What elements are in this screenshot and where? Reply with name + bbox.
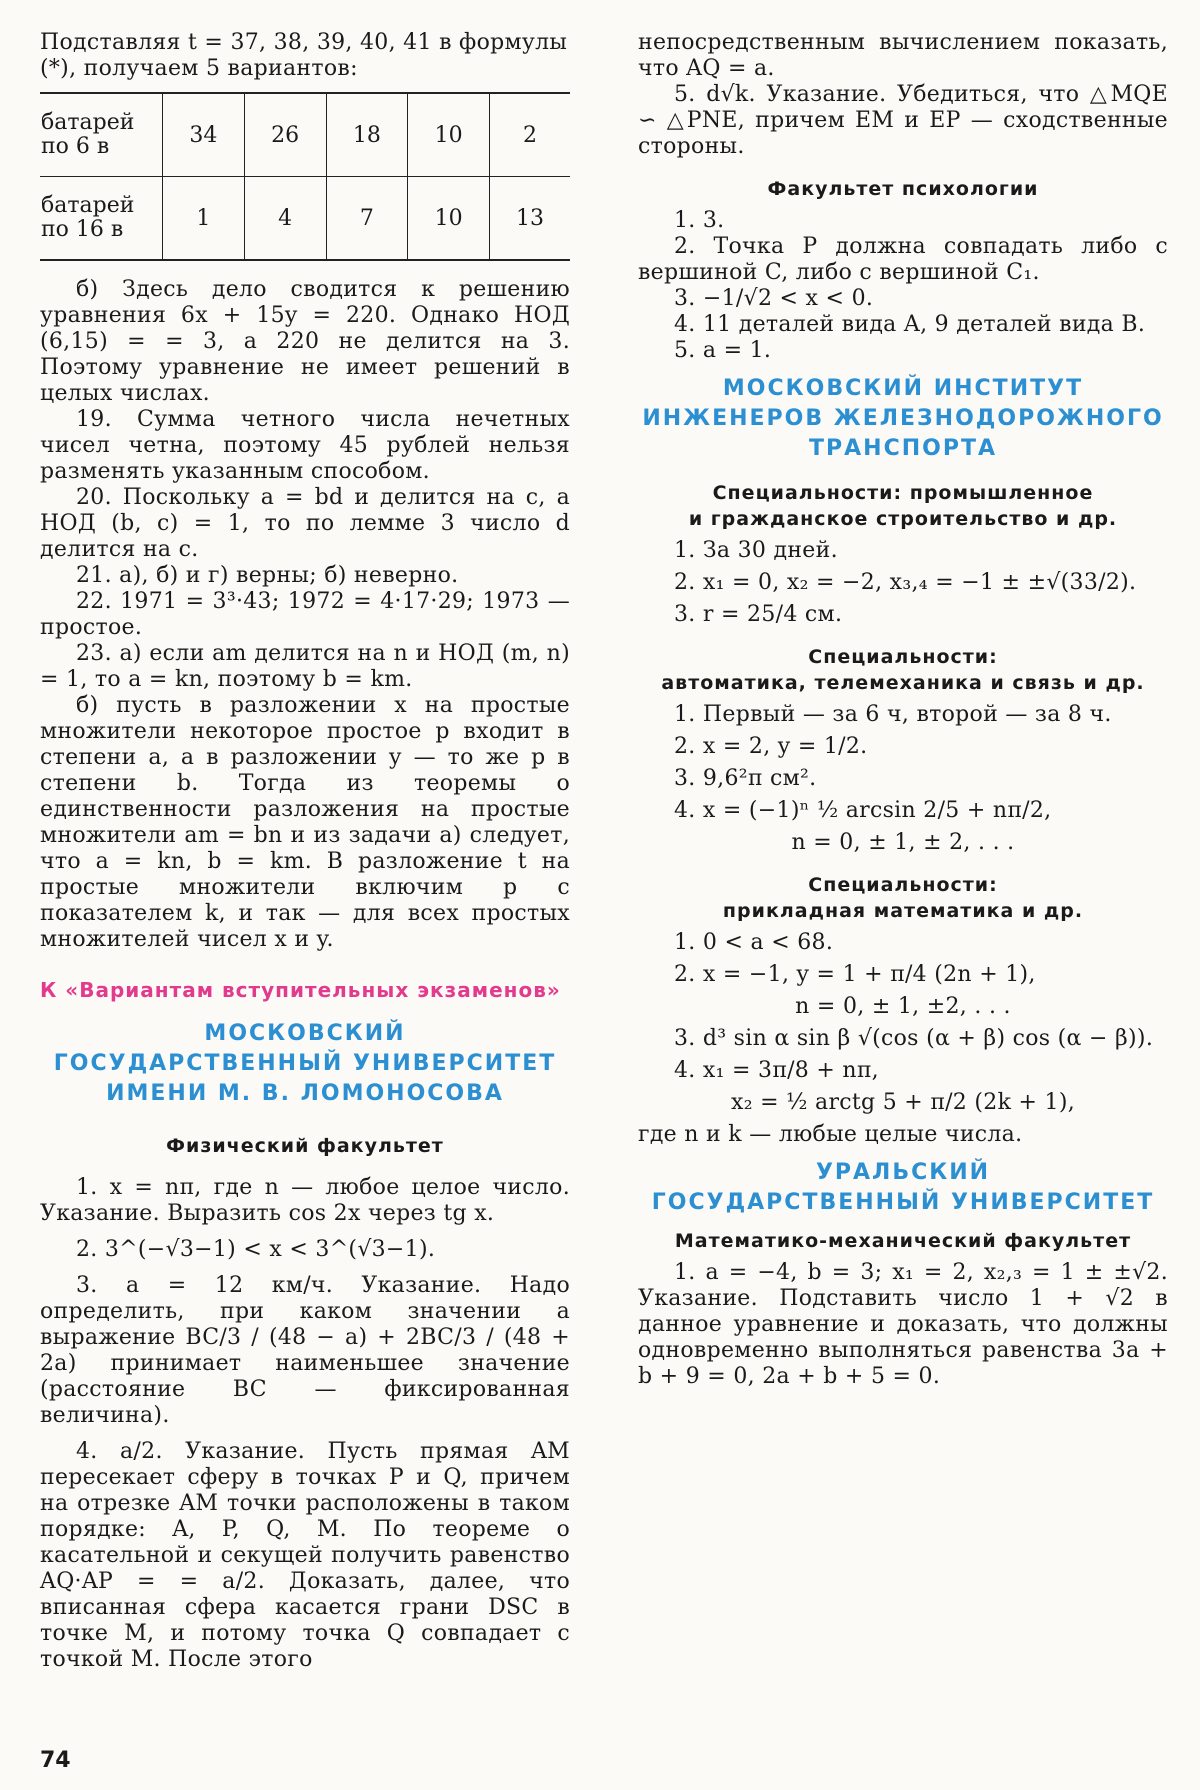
university-line: ИМЕНИ М. В. ЛОМОНОСОВА — [106, 1081, 504, 1106]
page-number: 74 — [40, 1748, 71, 1773]
row-label: батарей по 6 в — [40, 93, 163, 177]
table-cell: 26 — [244, 93, 326, 177]
spec3-title-line: Специальности: — [808, 874, 998, 896]
miit-title-line: ИНЖЕНЕРОВ ЖЕЛЕЗНОДОРОЖНОГО — [642, 406, 1164, 431]
ural-title — [638, 1158, 1168, 1218]
table-cell: 7 — [326, 177, 408, 261]
miit-title-line: ТРАНСПОРТА — [809, 436, 997, 461]
answer-21: 21. а), б) и г) верны; б) неверно. — [76, 563, 459, 588]
spec3-answer: 4. x₁ = 3π/8 + nπ, — [674, 1058, 879, 1083]
spec1-answer: 2. x₁ = 0, x₂ = −2, x₃,₄ = −1 ± ±√(33/2). — [674, 570, 1137, 595]
answer-23b: б) пусть в разложении x на простые множители некоторое простое p входит в степени a, а в разложении y — то же p в степени b. Тогда из теоремы о единственности разложения на простые множители am = bn и из задачи а) следует, что a = kn, b = km. В разложение t на простые множители включим p с показателем k, и так — для всех простых множителей чисел x и y. — [40, 693, 570, 952]
table-cell: 10 — [408, 93, 490, 177]
university-line: МОСКОВСКИЙ — [204, 1021, 406, 1046]
psych-answer: 2. Точка P должна совпадать либо с вершиной C, либо с вершиной C₁. — [638, 234, 1168, 285]
spec2-title-line: автоматика, телемеханика и связь и др. — [661, 672, 1145, 694]
psych-faculty-title: Факультет психологии — [767, 178, 1039, 200]
table-cell: 2 — [490, 93, 571, 177]
intro-line-1: Подставляя t = 37, 38, 39, 40, 41 в формулы — [40, 30, 568, 55]
spec3-answer: 3. d³ sin α sin β √(cos (α + β) cos (α − β)). — [674, 1026, 1154, 1051]
table-cell: 18 — [326, 93, 408, 177]
ural-title-line: ГОСУДАРСТВЕННЫЙ УНИВЕРСИТЕТ — [651, 1190, 1155, 1215]
spec3-answer: 1. 0 < a < 68. — [674, 930, 834, 955]
ural-faculty-title: Математико-механический факультет — [674, 1230, 1132, 1252]
physics-answer-3: 3. a = 12 км/ч. Указание. Надо определить, при каком значении a выражение BC/3 / (48 − a) + 2BC/3 / (48 + 2a) принимает наименьшее значение (расстояние BC — фиксированная величина). — [40, 1273, 570, 1428]
row-label: батарей по 16 в — [40, 177, 163, 261]
spec3-answer: x₂ = ½ arctg 5 + π/2 (2k + 1), — [730, 1090, 1076, 1115]
spec3-answer: 2. x = −1, y = 1 + π/4 (2n + 1), — [674, 962, 1036, 987]
right-column — [638, 30, 1168, 1390]
psych-answer: 1. 3. — [674, 208, 725, 233]
psych-answer: 3. −1/√2 < x < 0. — [674, 286, 874, 311]
table-cell: 1 — [163, 177, 245, 261]
physics-answer-4: 4. a/2. Указание. Пусть прямая AM пересекает сферу в точках P и Q, причем на отрезке AM точки расположены в таком порядке: A, P, Q, M. По теореме о касательной и секущей получить равенство AQ·AP = = a/2. Доказать, далее, что вписанная сфера касается грани DSC в точке M, и потому точка Q совпадает с точкой M. После этого — [40, 1439, 570, 1672]
table-cell: 13 — [490, 177, 571, 261]
physics-answer-1: 1. x = nπ, где n — любое целое число. Указание. Выразить cos 2x через tg x. — [40, 1175, 570, 1226]
spec1-answer: 3. r = 25/4 см. — [674, 602, 843, 627]
university-line: ГОСУДАРСТВЕННЫЙ УНИВЕРСИТЕТ — [53, 1051, 557, 1076]
answer-22: 22. 1971 = 3³·43; 1972 = 4·17·29; 1973 — простое. — [40, 589, 570, 640]
spec1-answer: 1. За 30 дней. — [674, 538, 838, 563]
ural-title-line: УРАЛЬСКИЙ — [815, 1160, 991, 1185]
spec2-title-line: Специальности: — [808, 646, 998, 668]
table-cell: 4 — [244, 177, 326, 261]
table-cell: 34 — [163, 93, 245, 177]
physics-answer-2: 2. 3^(−√3−1) < x < 3^(√3−1). — [76, 1237, 436, 1262]
miit-title — [638, 374, 1168, 464]
table-row — [40, 93, 570, 177]
intro-line-2: (*), получаем 5 вариантов: — [40, 56, 358, 81]
psych-answer: 5. a = 1. — [674, 338, 772, 363]
continuation-text: непосредственным вычислением показать, что AQ = a. — [638, 30, 1168, 81]
table-row — [40, 177, 570, 261]
spec3-answer: где n и k — любые целые числа. — [638, 1122, 1023, 1147]
spec2-answer: 1. Первый — за 6 ч, второй — за 8 ч. — [674, 702, 1112, 727]
spec2-answer: 2. x = 2, y = 1/2. — [674, 734, 868, 759]
answer-5: 5. d√k. Указание. Убедиться, что △MQE ∽ △PNE, причем EM и EP — сходственные стороны. — [638, 82, 1168, 159]
answer-20: 20. Поскольку a = bd и делится на c, а НОД (b, c) = 1, то по лемме 3 число d делится на c. — [40, 485, 570, 562]
spec2-answer: n = 0, ± 1, ± 2, . . . — [791, 830, 1015, 855]
answer-19: 19. Сумма четного числа нечетных чисел четна, поэтому 45 рублей нельзя разменять указанным способом. — [40, 407, 570, 484]
miit-title-line: МОСКОВСКИЙ ИНСТИТУТ — [722, 376, 1084, 401]
spec1-title-line: и гражданское строительство и др. — [688, 508, 1118, 530]
university-title — [40, 1019, 570, 1109]
psych-answer: 4. 11 деталей вида A, 9 деталей вида B. — [674, 312, 1146, 337]
left-column — [40, 30, 570, 1673]
spec2-answer: 3. 9,6²π см². — [674, 766, 817, 791]
spec3-title-line: прикладная математика и др. — [722, 900, 1084, 922]
spec2-answer: 4. x = (−1)ⁿ ½ arcsin 2/5 + nπ/2, — [674, 798, 1052, 823]
paragraph-b: б) Здесь дело сводится к решению уравнения 6x + 15y = 220. Однако НОД (6,15) = = 3, а 220 не делится на 3. Поэтому уравнение не имеет решений в целых числах. — [40, 277, 570, 406]
answer-23a: 23. а) если am делится на n и НОД (m, n) = 1, то a = kn, поэтому b = km. — [40, 641, 570, 692]
faculty-title: Физический факультет — [166, 1135, 444, 1157]
spec1-title-line: Специальности: промышленное — [712, 482, 1094, 504]
table-cell: 10 — [408, 177, 490, 261]
battery-table — [40, 92, 570, 261]
ural-answer: 1. a = −4, b = 3; x₁ = 2, x₂,₃ = 1 ± ±√2. Указание. Подставить число 1 + √2 в данное уравнение и доказать, что должны одновременно выполняться равенства 3a + b + 9 = 0, 2a + b + 5 = 0. — [638, 1260, 1168, 1389]
spec3-answer: n = 0, ± 1, ±2, . . . — [795, 994, 1011, 1019]
section-tag: К «Вариантам вступительных экзаменов» — [40, 978, 561, 1002]
